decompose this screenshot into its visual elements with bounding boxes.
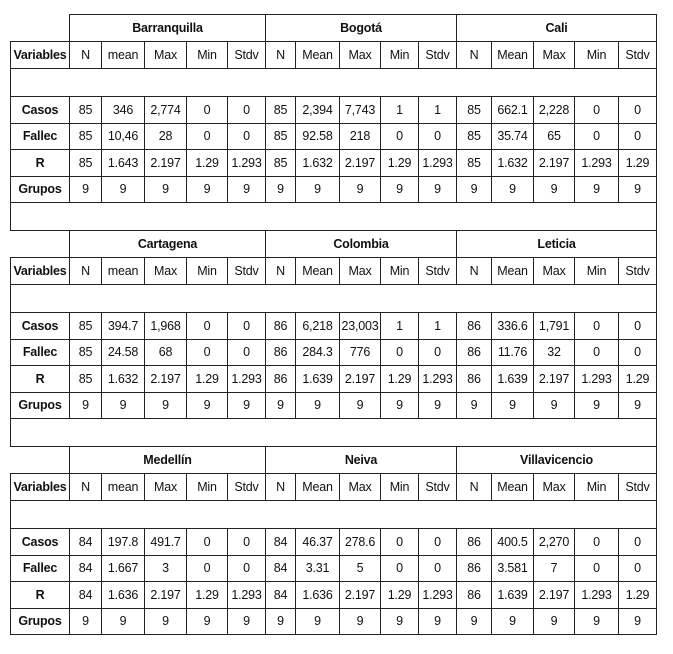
data-cell: 9 bbox=[534, 176, 575, 203]
data-cell: 1.639 bbox=[492, 582, 534, 609]
data-cell: 1 bbox=[419, 313, 457, 340]
data-cell: 85 bbox=[266, 150, 296, 177]
data-cell: 9 bbox=[187, 392, 228, 419]
column-header: Min bbox=[187, 42, 228, 69]
data-cell: 0 bbox=[228, 529, 266, 556]
data-cell: 1.667 bbox=[102, 555, 145, 582]
variables-header: Variables bbox=[11, 474, 70, 501]
data-cell: 2.197 bbox=[340, 582, 381, 609]
column-header: Mean bbox=[492, 258, 534, 285]
city-title-row bbox=[11, 231, 657, 258]
data-cell: 86 bbox=[266, 313, 296, 340]
column-header: N bbox=[70, 474, 102, 501]
data-cell: 9 bbox=[102, 392, 145, 419]
column-header: mean bbox=[102, 42, 145, 69]
city-title: Bogotá bbox=[266, 15, 457, 42]
data-cell: 68 bbox=[145, 339, 187, 366]
data-cell: 65 bbox=[534, 123, 575, 150]
column-header: Mean bbox=[492, 474, 534, 501]
data-cell: 9 bbox=[457, 608, 492, 635]
data-cell: 85 bbox=[70, 313, 102, 340]
variables-header: Variables bbox=[11, 42, 70, 69]
data-cell: 86 bbox=[457, 366, 492, 393]
data-cell: 1.29 bbox=[187, 150, 228, 177]
column-header: N bbox=[266, 258, 296, 285]
city-title: Neiva bbox=[266, 447, 457, 474]
city-title-row bbox=[11, 15, 657, 42]
data-cell: 9 bbox=[619, 608, 657, 635]
data-cell: 2,270 bbox=[534, 529, 575, 556]
column-header: N bbox=[266, 474, 296, 501]
column-header: Max bbox=[340, 474, 381, 501]
data-cell: 86 bbox=[457, 582, 492, 609]
data-cell: 336.6 bbox=[492, 313, 534, 340]
data-cell: 1.29 bbox=[619, 366, 657, 393]
data-cell: 1.639 bbox=[492, 366, 534, 393]
data-cell: 0 bbox=[187, 313, 228, 340]
data-cell: 6,218 bbox=[296, 313, 340, 340]
table-row bbox=[11, 608, 657, 635]
data-cell: 9 bbox=[228, 608, 266, 635]
table-row bbox=[11, 176, 657, 203]
blank-row bbox=[11, 69, 657, 97]
data-cell: 1.293 bbox=[575, 366, 619, 393]
row-label: Fallec bbox=[11, 339, 70, 366]
data-cell: 776 bbox=[340, 339, 381, 366]
column-header-row bbox=[11, 258, 657, 285]
data-cell: 85 bbox=[266, 123, 296, 150]
data-cell: 9 bbox=[381, 392, 419, 419]
data-cell: 9 bbox=[619, 176, 657, 203]
data-cell: 2.197 bbox=[534, 150, 575, 177]
data-cell: 0 bbox=[619, 529, 657, 556]
column-header: Stdv bbox=[619, 42, 657, 69]
data-cell: 2,228 bbox=[534, 97, 575, 124]
data-cell: 9 bbox=[187, 608, 228, 635]
column-header: Min bbox=[187, 474, 228, 501]
data-cell: 2.197 bbox=[145, 150, 187, 177]
data-cell: 9 bbox=[228, 176, 266, 203]
blank-row bbox=[11, 285, 657, 313]
data-cell: 0 bbox=[381, 555, 419, 582]
data-cell: 1,968 bbox=[145, 313, 187, 340]
data-cell: 0 bbox=[619, 555, 657, 582]
column-header: Stdv bbox=[228, 474, 266, 501]
column-header: N bbox=[457, 258, 492, 285]
city-title: Cartagena bbox=[70, 231, 266, 258]
column-header: mean bbox=[102, 258, 145, 285]
data-cell: 491.7 bbox=[145, 529, 187, 556]
column-header: Min bbox=[575, 474, 619, 501]
column-header: Min bbox=[381, 258, 419, 285]
data-cell: 3.31 bbox=[296, 555, 340, 582]
data-cell: 32 bbox=[534, 339, 575, 366]
column-header: Min bbox=[381, 42, 419, 69]
data-cell: 85 bbox=[266, 97, 296, 124]
table-row bbox=[11, 392, 657, 419]
variables-header: Variables bbox=[11, 258, 70, 285]
data-cell: 1.29 bbox=[381, 366, 419, 393]
data-cell: 9 bbox=[228, 392, 266, 419]
column-header: Max bbox=[145, 474, 187, 501]
column-header: Max bbox=[145, 258, 187, 285]
data-cell: 9 bbox=[419, 176, 457, 203]
data-cell: 9 bbox=[381, 608, 419, 635]
data-cell: 0 bbox=[228, 339, 266, 366]
column-header: mean bbox=[102, 474, 145, 501]
data-cell: 2.197 bbox=[145, 582, 187, 609]
data-cell: 85 bbox=[70, 366, 102, 393]
data-cell: 1.293 bbox=[419, 582, 457, 609]
column-header: N bbox=[266, 42, 296, 69]
column-header: Stdv bbox=[419, 258, 457, 285]
data-cell: 1,791 bbox=[534, 313, 575, 340]
row-label: R bbox=[11, 582, 70, 609]
data-cell: 0 bbox=[619, 339, 657, 366]
column-header: Max bbox=[534, 42, 575, 69]
data-cell: 9 bbox=[145, 608, 187, 635]
blank-cell bbox=[11, 501, 657, 529]
data-cell: 0 bbox=[575, 97, 619, 124]
column-header: Min bbox=[575, 258, 619, 285]
column-header: Max bbox=[145, 42, 187, 69]
data-cell: 1.29 bbox=[187, 582, 228, 609]
data-cell: 0 bbox=[228, 97, 266, 124]
data-cell: 1.293 bbox=[575, 150, 619, 177]
data-cell: 0 bbox=[575, 555, 619, 582]
column-header: Max bbox=[534, 474, 575, 501]
data-cell: 86 bbox=[457, 339, 492, 366]
corner-cell bbox=[11, 447, 70, 474]
data-cell: 197.8 bbox=[102, 529, 145, 556]
column-header-row bbox=[11, 42, 657, 69]
data-cell: 84 bbox=[266, 582, 296, 609]
data-cell: 92.58 bbox=[296, 123, 340, 150]
data-cell: 0 bbox=[419, 339, 457, 366]
column-header: Stdv bbox=[619, 474, 657, 501]
data-cell: 9 bbox=[145, 176, 187, 203]
row-label: R bbox=[11, 150, 70, 177]
data-cell: 0 bbox=[619, 97, 657, 124]
data-cell: 84 bbox=[70, 555, 102, 582]
row-label: Casos bbox=[11, 313, 70, 340]
data-cell: 0 bbox=[575, 313, 619, 340]
block-separator-row bbox=[11, 419, 657, 447]
column-header: Max bbox=[340, 42, 381, 69]
city-title: Colombia bbox=[266, 231, 457, 258]
row-label: Fallec bbox=[11, 123, 70, 150]
data-cell: 1 bbox=[381, 97, 419, 124]
data-cell: 1.632 bbox=[102, 366, 145, 393]
data-cell: 0 bbox=[619, 123, 657, 150]
data-cell: 0 bbox=[575, 123, 619, 150]
data-cell: 3.581 bbox=[492, 555, 534, 582]
data-cell: 2.197 bbox=[340, 366, 381, 393]
data-cell: 1.293 bbox=[228, 150, 266, 177]
data-cell: 0 bbox=[187, 97, 228, 124]
data-cell: 9 bbox=[70, 176, 102, 203]
data-cell: 9 bbox=[457, 392, 492, 419]
data-cell: 1.636 bbox=[102, 582, 145, 609]
row-label: Grupos bbox=[11, 608, 70, 635]
data-cell: 1.632 bbox=[492, 150, 534, 177]
data-cell: 85 bbox=[457, 123, 492, 150]
table-row bbox=[11, 313, 657, 340]
column-header: Stdv bbox=[619, 258, 657, 285]
column-header: Mean bbox=[296, 474, 340, 501]
blank-cell bbox=[11, 285, 657, 313]
column-header: Mean bbox=[296, 42, 340, 69]
data-cell: 218 bbox=[340, 123, 381, 150]
column-header: N bbox=[70, 42, 102, 69]
data-cell: 9 bbox=[102, 176, 145, 203]
block-separator-row bbox=[11, 203, 657, 231]
data-cell: 9 bbox=[492, 392, 534, 419]
data-cell: 11.76 bbox=[492, 339, 534, 366]
data-cell: 9 bbox=[575, 608, 619, 635]
data-cell: 85 bbox=[457, 97, 492, 124]
data-cell: 2.197 bbox=[534, 582, 575, 609]
column-header: Stdv bbox=[419, 42, 457, 69]
data-cell: 85 bbox=[70, 150, 102, 177]
data-cell: 2.197 bbox=[340, 150, 381, 177]
data-cell: 9 bbox=[534, 392, 575, 419]
data-cell: 9 bbox=[457, 176, 492, 203]
data-cell: 46.37 bbox=[296, 529, 340, 556]
data-cell: 1.293 bbox=[419, 366, 457, 393]
data-cell: 85 bbox=[457, 150, 492, 177]
corner-cell bbox=[11, 15, 70, 42]
data-cell: 86 bbox=[457, 529, 492, 556]
column-header: N bbox=[70, 258, 102, 285]
column-header: Mean bbox=[492, 42, 534, 69]
data-cell: 1.29 bbox=[381, 582, 419, 609]
data-cell: 84 bbox=[70, 582, 102, 609]
data-cell: 7,743 bbox=[340, 97, 381, 124]
data-cell: 0 bbox=[419, 529, 457, 556]
row-label: Grupos bbox=[11, 176, 70, 203]
data-cell: 84 bbox=[70, 529, 102, 556]
data-cell: 0 bbox=[381, 529, 419, 556]
data-cell: 23,003 bbox=[340, 313, 381, 340]
data-cell: 1.643 bbox=[102, 150, 145, 177]
data-cell: 2.197 bbox=[145, 366, 187, 393]
blank-cell bbox=[11, 69, 657, 97]
data-cell: 1.293 bbox=[228, 582, 266, 609]
data-cell: 9 bbox=[266, 176, 296, 203]
row-label: R bbox=[11, 366, 70, 393]
row-label: Casos bbox=[11, 97, 70, 124]
data-cell: 9 bbox=[492, 608, 534, 635]
column-header: N bbox=[457, 474, 492, 501]
data-cell: 9 bbox=[492, 176, 534, 203]
data-cell: 9 bbox=[70, 608, 102, 635]
data-cell: 85 bbox=[70, 339, 102, 366]
data-cell: 28 bbox=[145, 123, 187, 150]
data-cell: 5 bbox=[340, 555, 381, 582]
data-cell: 2.197 bbox=[534, 366, 575, 393]
data-cell: 2,774 bbox=[145, 97, 187, 124]
row-label: Casos bbox=[11, 529, 70, 556]
column-header: Mean bbox=[296, 258, 340, 285]
data-cell: 278.6 bbox=[340, 529, 381, 556]
column-header: Min bbox=[187, 258, 228, 285]
data-cell: 9 bbox=[187, 176, 228, 203]
data-cell: 7 bbox=[534, 555, 575, 582]
data-cell: 0 bbox=[187, 529, 228, 556]
table-row bbox=[11, 123, 657, 150]
data-cell: 35.74 bbox=[492, 123, 534, 150]
table-row bbox=[11, 97, 657, 124]
data-cell: 1.636 bbox=[296, 582, 340, 609]
data-cell: 24.58 bbox=[102, 339, 145, 366]
data-cell: 1.293 bbox=[228, 366, 266, 393]
data-cell: 2,394 bbox=[296, 97, 340, 124]
data-cell: 86 bbox=[457, 313, 492, 340]
column-header: N bbox=[457, 42, 492, 69]
separator-cell bbox=[11, 203, 657, 231]
table-row bbox=[11, 339, 657, 366]
data-cell: 394.7 bbox=[102, 313, 145, 340]
data-cell: 1.29 bbox=[381, 150, 419, 177]
data-cell: 0 bbox=[187, 555, 228, 582]
data-cell: 86 bbox=[457, 555, 492, 582]
data-cell: 10,46 bbox=[102, 123, 145, 150]
data-cell: 84 bbox=[266, 529, 296, 556]
city-title: Barranquilla bbox=[70, 15, 266, 42]
data-cell: 9 bbox=[340, 608, 381, 635]
data-cell: 1.29 bbox=[619, 582, 657, 609]
data-cell: 1 bbox=[381, 313, 419, 340]
data-cell: 9 bbox=[340, 176, 381, 203]
data-cell: 9 bbox=[145, 392, 187, 419]
data-cell: 9 bbox=[296, 608, 340, 635]
data-cell: 0 bbox=[419, 555, 457, 582]
data-cell: 0 bbox=[187, 339, 228, 366]
data-cell: 9 bbox=[575, 392, 619, 419]
data-cell: 0 bbox=[381, 339, 419, 366]
data-cell: 284.3 bbox=[296, 339, 340, 366]
data-cell: 84 bbox=[266, 555, 296, 582]
row-label: Fallec bbox=[11, 555, 70, 582]
column-header: Max bbox=[534, 258, 575, 285]
data-cell: 0 bbox=[228, 313, 266, 340]
data-cell: 1.639 bbox=[296, 366, 340, 393]
data-cell: 0 bbox=[575, 529, 619, 556]
column-header: Min bbox=[381, 474, 419, 501]
table-row bbox=[11, 529, 657, 556]
data-cell: 9 bbox=[619, 392, 657, 419]
data-cell: 0 bbox=[228, 555, 266, 582]
data-cell: 9 bbox=[534, 608, 575, 635]
separator-cell bbox=[11, 419, 657, 447]
data-cell: 1 bbox=[419, 97, 457, 124]
data-cell: 346 bbox=[102, 97, 145, 124]
table-row bbox=[11, 582, 657, 609]
data-cell: 9 bbox=[575, 176, 619, 203]
data-cell: 3 bbox=[145, 555, 187, 582]
table-row bbox=[11, 366, 657, 393]
city-title: Medellín bbox=[70, 447, 266, 474]
data-cell: 0 bbox=[619, 313, 657, 340]
data-cell: 1.293 bbox=[575, 582, 619, 609]
statistics-table bbox=[10, 14, 657, 635]
data-cell: 9 bbox=[266, 392, 296, 419]
data-cell: 85 bbox=[70, 97, 102, 124]
data-cell: 86 bbox=[266, 366, 296, 393]
data-cell: 9 bbox=[419, 608, 457, 635]
data-cell: 1.632 bbox=[296, 150, 340, 177]
data-cell: 9 bbox=[266, 608, 296, 635]
column-header: Stdv bbox=[228, 42, 266, 69]
data-cell: 9 bbox=[381, 176, 419, 203]
column-header-row bbox=[11, 474, 657, 501]
data-cell: 0 bbox=[381, 123, 419, 150]
data-cell: 1.29 bbox=[187, 366, 228, 393]
data-cell: 662.1 bbox=[492, 97, 534, 124]
city-title: Villavicencio bbox=[457, 447, 657, 474]
city-title-row bbox=[11, 447, 657, 474]
data-cell: 0 bbox=[575, 339, 619, 366]
data-cell: 86 bbox=[266, 339, 296, 366]
data-cell: 0 bbox=[187, 123, 228, 150]
data-cell: 9 bbox=[70, 392, 102, 419]
data-cell: 9 bbox=[419, 392, 457, 419]
column-header: Stdv bbox=[228, 258, 266, 285]
data-cell: 1.29 bbox=[619, 150, 657, 177]
column-header: Stdv bbox=[419, 474, 457, 501]
city-title: Cali bbox=[457, 15, 657, 42]
table-row bbox=[11, 555, 657, 582]
column-header: Min bbox=[575, 42, 619, 69]
data-cell: 9 bbox=[296, 392, 340, 419]
corner-cell bbox=[11, 231, 70, 258]
data-cell: 0 bbox=[419, 123, 457, 150]
table-row bbox=[11, 150, 657, 177]
city-title: Leticia bbox=[457, 231, 657, 258]
blank-row bbox=[11, 501, 657, 529]
column-header: Max bbox=[340, 258, 381, 285]
data-cell: 0 bbox=[228, 123, 266, 150]
data-cell: 1.293 bbox=[419, 150, 457, 177]
data-cell: 9 bbox=[102, 608, 145, 635]
data-cell: 9 bbox=[296, 176, 340, 203]
data-cell: 9 bbox=[340, 392, 381, 419]
data-cell: 400.5 bbox=[492, 529, 534, 556]
data-cell: 85 bbox=[70, 123, 102, 150]
statistics-table-container bbox=[10, 14, 657, 635]
row-label: Grupos bbox=[11, 392, 70, 419]
